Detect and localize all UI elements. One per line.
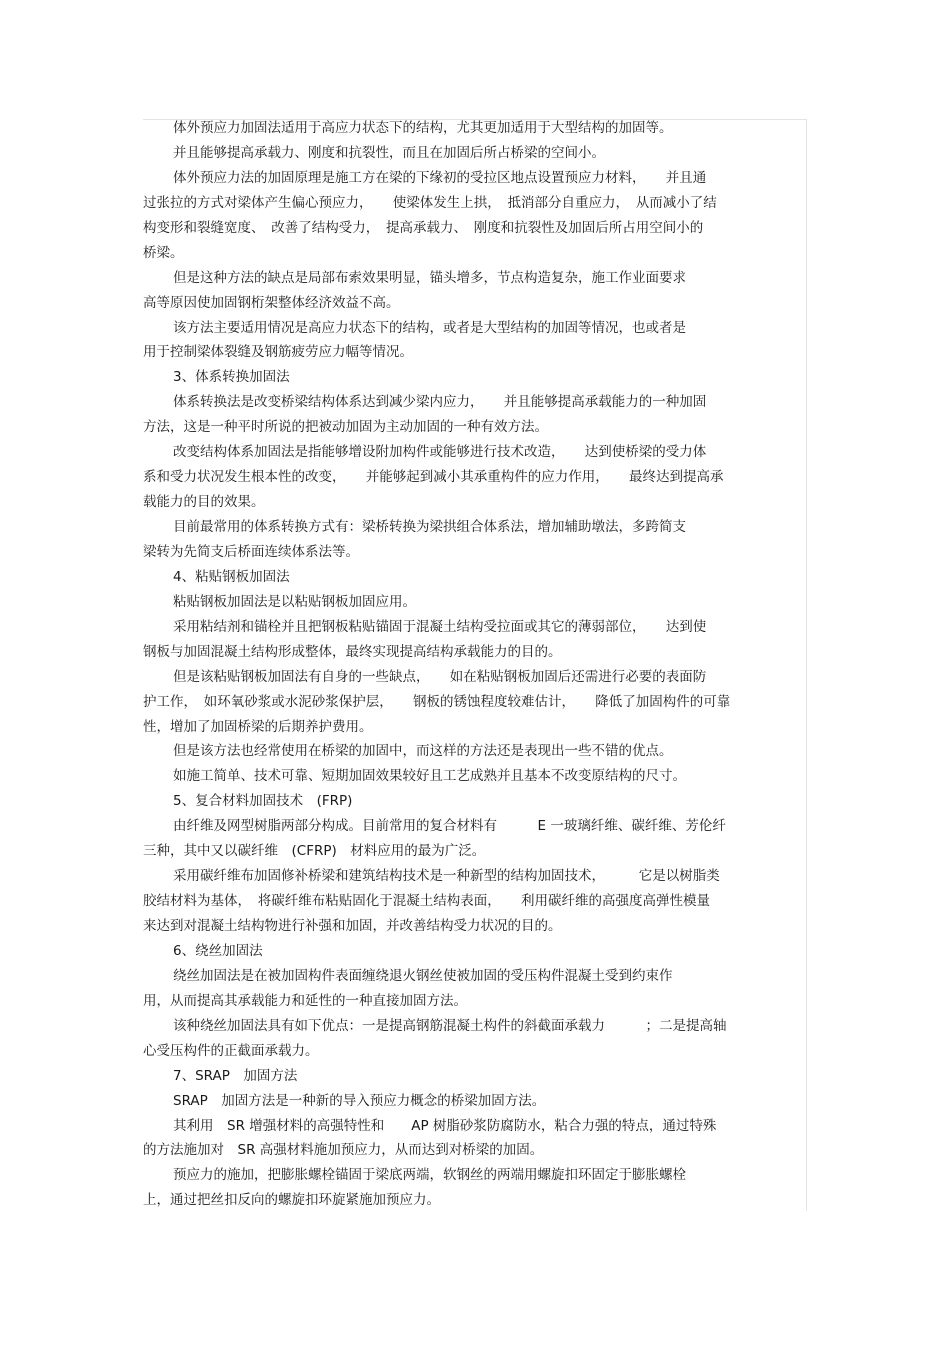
text-line: 的方法施加对 SR 高强材料施加预应力，从而达到对桥梁的加固。 <box>143 1142 544 1159</box>
text-line: 梁转为先简支后桥面连续体系法等。 <box>143 543 359 560</box>
text-line: 改变结构体系加固法是指能够增设附加构件或能够进行技术改造， 达到使桥梁的受力体 <box>173 444 707 461</box>
text-line: 用于控制梁体裂缝及钢筋疲劳应力幅等情况。 <box>143 344 413 361</box>
text-line: 该方法主要适用情况是高应力状态下的结构，或者是大型结构的加固等情况，也或者是 <box>173 319 686 336</box>
text-line: 6、绕丝加固法 <box>173 942 263 959</box>
text-line: 但是该方法也经常使用在桥梁的加固中，而这样的方法还是表现出一些不错的优点。 <box>173 743 673 760</box>
text-line: 由纤维及网型树脂两部分构成。目前常用的复合材料有 E 一玻璃纤维、碳纤维、芳伦纤 <box>173 818 726 835</box>
text-line: 但是该粘贴钢板加固法有自身的一些缺点， 如在粘贴钢板加固后还需进行必要的表面防 <box>173 668 707 685</box>
text-line: 三种，其中又以碳纤维 (CFRP) 材料应用的最为广泛。 <box>143 843 486 860</box>
text-line: 4、粘贴钢板加固法 <box>173 568 290 585</box>
text-line: 过张拉的方式对梁体产生偏心预应力， 使梁体发生上拱， 抵消部分自重应力， 从而减小了结 <box>143 194 717 211</box>
text-line: 目前最常用的体系转换方式有：梁桥转换为梁拱组合体系法，增加辅助墩法，多跨简支 <box>173 519 686 535</box>
text-line: 并且能够提高承载力、刚度和抗裂性，而且在加固后所占桥梁的空间小。 <box>173 144 605 161</box>
text-line: SRAP 加固方法是一种新的导入预应力概念的桥梁加固方法。 <box>173 1092 546 1109</box>
text-line: 护工作， 如环氧砂浆或水泥砂浆保护层， 钢板的锈蚀程度较难估计， 降低了加固构件的可靠 <box>143 693 731 710</box>
text-line: 桥梁。 <box>143 244 184 261</box>
text-line: 高等原因使加固钢桁架整体经济效益不高。 <box>143 294 400 311</box>
text-line: 采用粘结剂和锚栓并且把钢板粘贴锚固于混凝土结构受拉面或其它的薄弱部位， 达到使 <box>173 618 707 635</box>
text-line: 性，增加了加固桥梁的后期养护费用。 <box>143 718 373 735</box>
text-line: 其利用 SR 增强材料的高强特性和 AP 树脂砂浆防腐防水，粘合力强的特点，通过特殊 <box>173 1117 717 1134</box>
text-line: 心受压构件的正截面承载力。 <box>143 1042 319 1059</box>
text-line: 采用碳纤维布加固修补桥梁和建筑结构技术是一种新型的结构加固技术， 它是以树脂类 <box>173 868 720 885</box>
text-line: 粘贴钢板加固法是以粘贴钢板加固应用。 <box>173 593 416 610</box>
text-line: 体系转换法是改变桥梁结构体系达到减少梁内应力， 并且能够提高承载能力的一种加固 <box>173 394 707 411</box>
text-line: 但是这种方法的缺点是局部布索效果明显，锚头增多，节点构造复杂，施工作业面要求 <box>173 269 686 286</box>
text-line: 7、SRAP 加固方法 <box>173 1067 298 1084</box>
text-line: 如施工简单、技术可靠、短期加固效果较好且工艺成熟并且基本不改变原结构的尺寸。 <box>173 768 686 785</box>
text-line: 体外预应力加固法适用于高应力状态下的结构，尤其更加适用于大型结构的加固等。 <box>173 120 673 136</box>
text-line: 胶结材料为基体， 将碳纤维布粘贴固化于混凝土结构表面， 利用碳纤维的高强度高弹性模量 <box>143 893 710 910</box>
text-line: 该种绕丝加固法具有如下优点：一是提高钢筋混凝土构件的斜截面承载力 ；二是提高轴 <box>173 1017 727 1034</box>
text-line: 预应力的施加，把膨胀螺栓锚固于梁底两端，软钢丝的两端用螺旋扣环固定于膨胀螺栓 <box>173 1167 686 1184</box>
text-line: 钢板与加固混凝土结构形成整体，最终实现提高结构承载能力的目的。 <box>143 643 562 660</box>
text-line: 构变形和裂缝宽度、 改善了结构受力， 提高承载力、 刚度和抗裂性及加固后所占用空间小的 <box>143 219 704 236</box>
text-line: 来达到对混凝土结构物进行补强和加固，并改善结构受力状况的目的。 <box>143 918 562 934</box>
text-line: 方法，这是一种平时所说的把被动加固为主动加固的一种有效方法。 <box>143 419 548 436</box>
document-body <box>143 116 807 1213</box>
text-line: 上，通过把丝扣反向的螺旋扣环旋紧施加预应力。 <box>143 1192 440 1209</box>
text-line: 体外预应力法的加固原理是施工方在梁的下缘初的受拉区地点设置预应力材料， 并且通 <box>173 169 707 186</box>
text-line: 载能力的目的效果。 <box>143 494 265 511</box>
text-line: 5、复合材料加固技术 (FRP) <box>173 793 353 810</box>
text-line: 用，从而提高其承载能力和延性的一种直接加固方法。 <box>143 992 467 1009</box>
text-line: 3、体系转换加固法 <box>173 369 290 386</box>
text-line: 系和受力状况发生根本性的改变， 并能够起到减小其承重构件的应力作用， 最终达到提高承 <box>143 469 724 486</box>
text-line: 绕丝加固法是在被加固构件表面缠绕退火钢丝使被加固的受压构件混凝土受到约束作 <box>173 967 673 984</box>
